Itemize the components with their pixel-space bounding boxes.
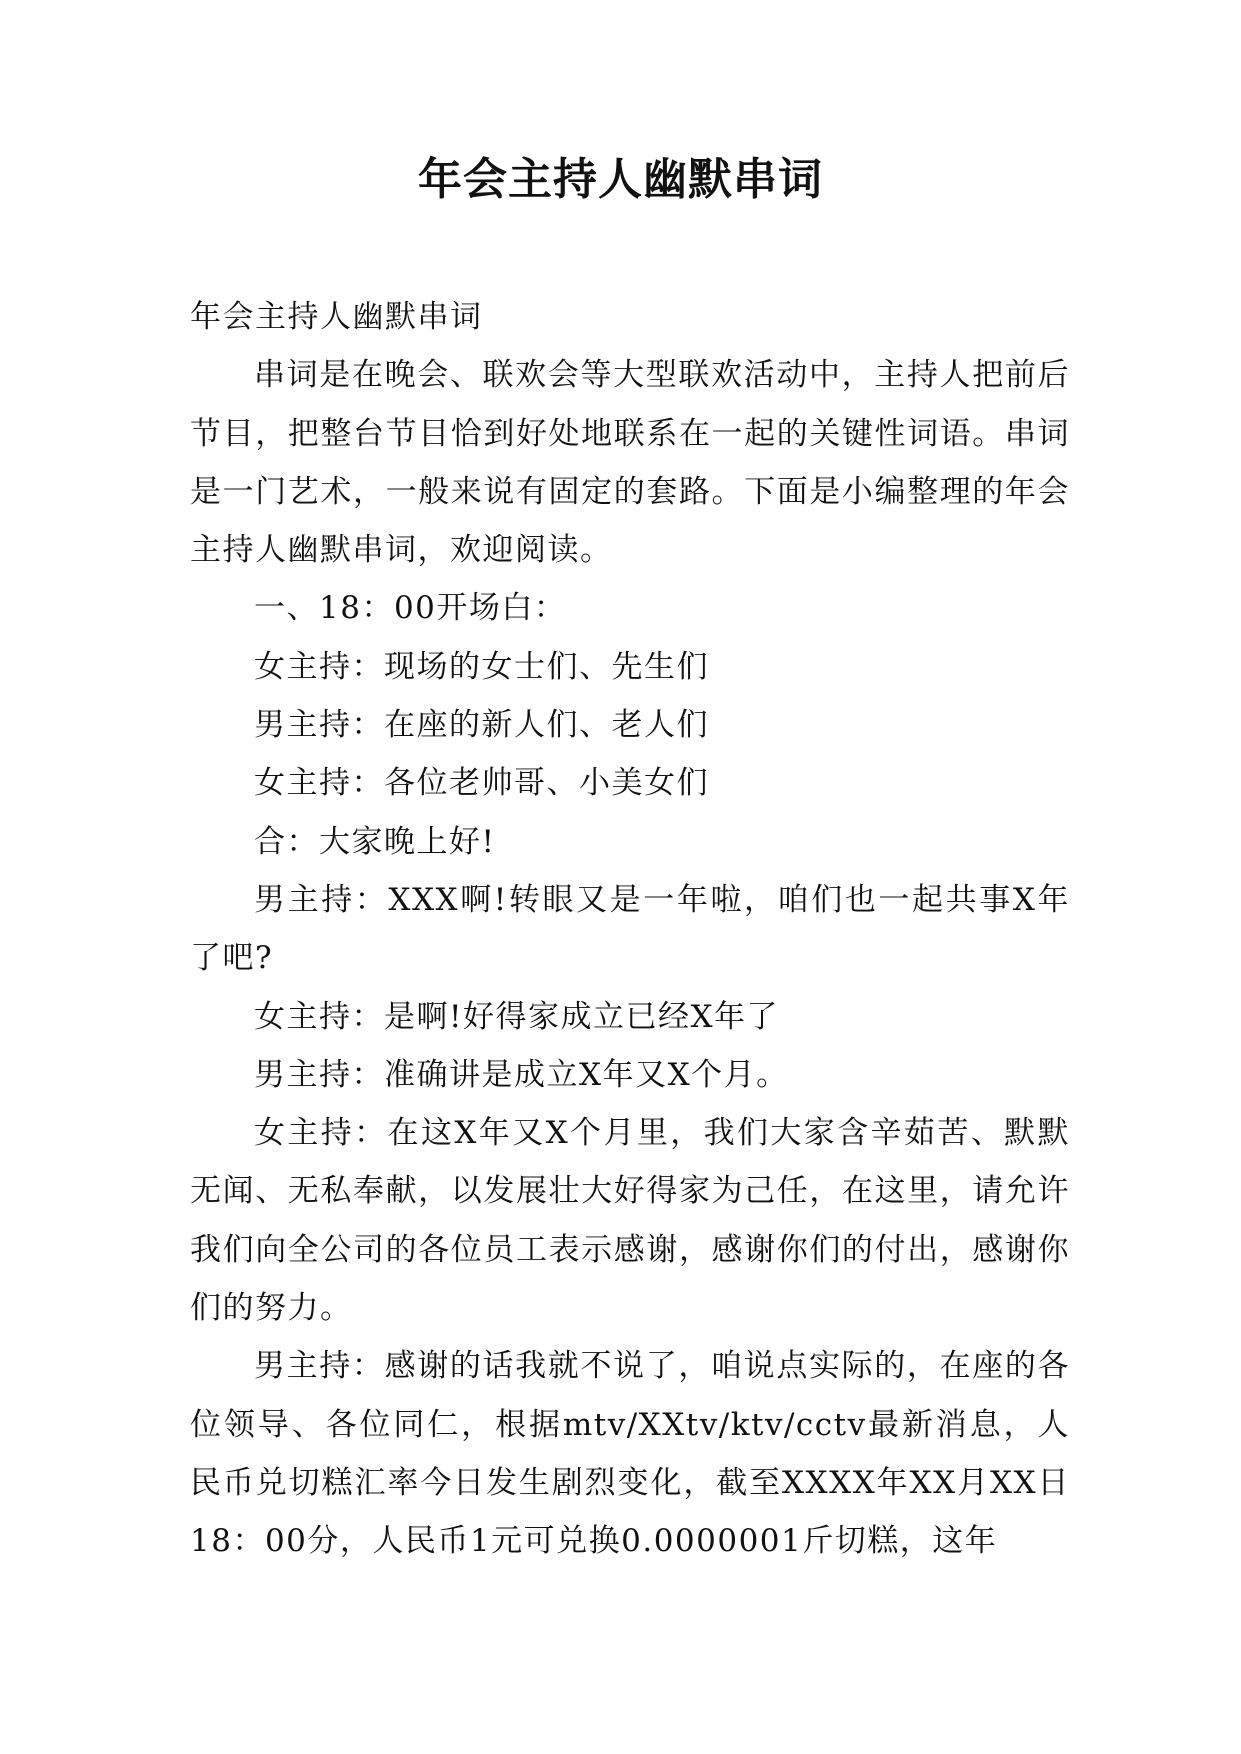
paragraph: 男主持：在座的新人们、老人们 — [254, 707, 709, 744]
paragraph: 女主持：是啊!好得家成立已经X年了 — [254, 998, 780, 1035]
paragraph: 女主持：在这X年又X个月里，我们大家含辛茹苦、默默无闻、无私奉献，以发展壮大好得家为己任，在这里，请允许我们向全公司的各位员工表示感谢，感谢你们的付出，感谢你们的努力。 — [190, 1115, 1070, 1327]
paragraph: 串词是在晚会、联欢会等大型联欢活动中，主持人把前后节目，把整台节目恰到好处地联系在一起的关键性词语。串词是一门艺术，一般来说有固定的套路。下面是小编整理的年会主持人幽默串词，欢迎阅读。 — [190, 357, 1070, 569]
paragraph: 男主持：感谢的话我就不说了，咱说点实际的，在座的各位领导、各位同仁，根据mtv/XXtv/ktv/cctv最新消息，人民币兑切糕汇率今日发生剧烈变化，截至XXXX年XX月XX日18：00分，人民币1元可兑换0.0000001斤切糕，这年 — [190, 1348, 1070, 1560]
paragraph: 年会主持人幽默串词 — [190, 299, 483, 335]
paragraph: 合：大家晚上好! — [254, 823, 496, 860]
paragraph: 一、18：00开场白： — [254, 590, 567, 627]
paragraph: 男主持：准确讲是成立X年又X个月。 — [254, 1056, 789, 1093]
paragraph: 男主持：XXX啊!转眼又是一年啦，咱们也一起共事X年了吧? — [190, 881, 1070, 977]
paragraph: 女主持：现场的女士们、先生们 — [254, 648, 709, 685]
paragraph: 女主持：各位老帅哥、小美女们 — [254, 765, 709, 802]
document-body — [190, 288, 1070, 1571]
document-title: 年会主持人幽默串词 — [418, 154, 823, 205]
